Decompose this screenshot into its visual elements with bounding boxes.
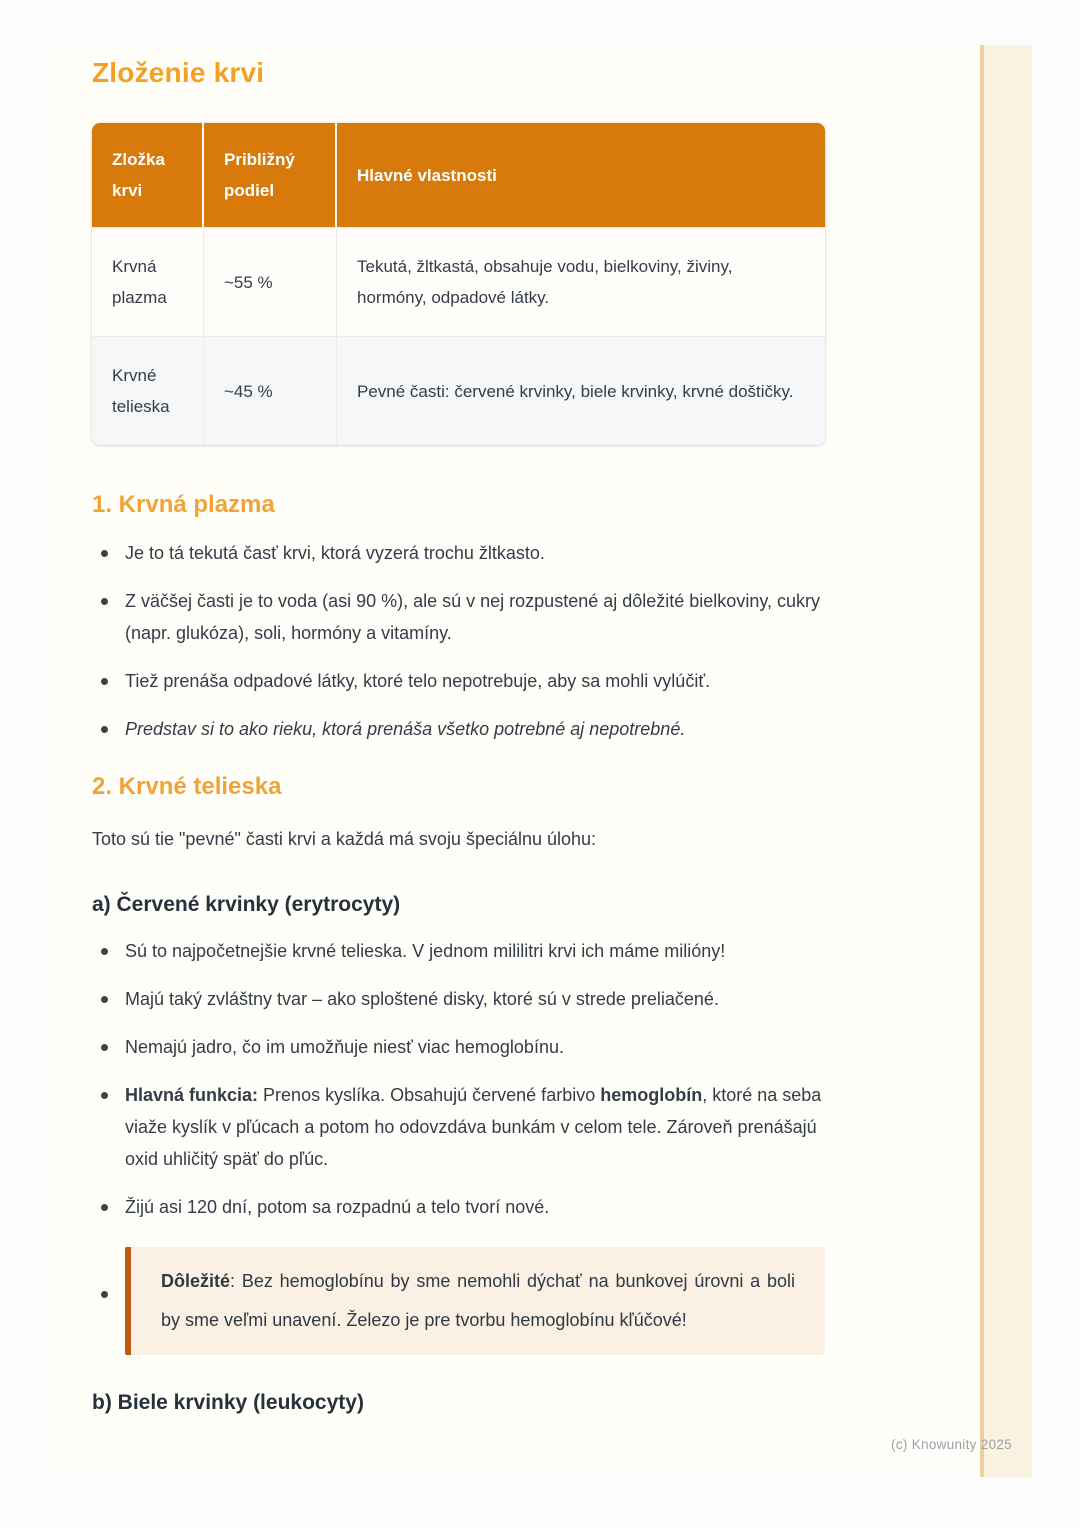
table-row: [92, 227, 825, 336]
table-header-zlozka-krvi: Zložka krvi: [92, 123, 204, 227]
watermark: (c) Knowunity 2025: [891, 1437, 1012, 1452]
table: [92, 123, 825, 445]
callout-body: : Bez hemoglobínu by sme nemohli dýchať na bunkovej úrovni a boli by sme veľmi unavení. Železo je pre tvorbu hemoglobínu kľúčové!: [161, 1271, 795, 1330]
list-item: Z väčšej časti je to voda (asi 90 %), ale sú v nej rozpustené aj dôležité bielkoviny, cukry (napr. glukóza), soli, hormóny a vitamíny.: [92, 585, 825, 649]
cell-zlozka: Krvné telieska: [92, 336, 204, 445]
callout-list-item: [92, 1247, 825, 1355]
list-item-bold-term: hemoglobín: [600, 1085, 703, 1105]
page-title: Zloženie krvi: [92, 57, 265, 88]
document-page: [48, 45, 1032, 1477]
list-item: Tiež prenáša odpadové látky, ktoré telo nepotrebuje, aby sa mohli vylúčiť.: [92, 665, 825, 697]
table-header-row: [92, 123, 825, 227]
section-1-heading: 1. Krvná plazma: [92, 491, 275, 518]
cell-vlastnosti: Pevné časti: červené krvinky, biele krvinky, krvné doštičky.: [337, 336, 825, 445]
subsection-a-bullet-list: [92, 935, 825, 1355]
list-item-italic: Predstav si to ako rieku, ktorá prenáša všetko potrebné aj nepotrebné.: [92, 713, 825, 745]
table-header-hlavne-vlastnosti: Hlavné vlastnosti: [337, 123, 825, 227]
callout-text: [161, 1262, 795, 1340]
list-item: [92, 1079, 825, 1175]
section-1-bullet-list: [92, 537, 825, 745]
subsection-b-heading: b) Biele krvinky (leukocyty): [92, 1391, 364, 1414]
callout-label: Dôležité: [161, 1271, 231, 1291]
list-item: Sú to najpočetnejšie krvné telieska. V jednom mililitri krvi ich máme milióny!: [92, 935, 825, 967]
cell-vlastnosti: Tekutá, žltkastá, obsahuje vodu, bielkoviny, živiny, hormóny, odpadové látky.: [337, 227, 825, 336]
table-header-priblizny-podiel: Približný podiel: [204, 123, 337, 227]
cell-podiel: ~55 %: [204, 227, 337, 336]
right-decorative-stripe: [980, 45, 1032, 1477]
cell-zlozka: Krvná plazma: [92, 227, 204, 336]
table-row: [92, 336, 825, 445]
cell-podiel: ~45 %: [204, 336, 337, 445]
list-item: Je to tá tekutá časť krvi, ktorá vyzerá trochu žltkasto.: [92, 537, 825, 569]
list-item: Nemajú jadro, čo im umožňuje niesť viac hemoglobínu.: [92, 1031, 825, 1063]
list-item-bold-lead: Hlavná funkcia:: [125, 1085, 259, 1105]
important-callout: [125, 1247, 825, 1355]
blood-composition-table: [92, 123, 825, 445]
section-2-heading: 2. Krvné telieska: [92, 773, 282, 800]
list-item-text: , ktoré na seba viaže kyslík v pľúcach a potom ho odovzdáva bunkám v celom tele. Zároveň prenášajú oxid uhličitý späť do pľúc.: [125, 1085, 822, 1169]
list-item: Majú taký zvláštny tvar – ako sploštené disky, ktoré sú v strede preliačené.: [92, 983, 825, 1015]
section-2-intro: Toto sú tie "pevné" časti krvi a každá má svoju špeciálnu úlohu:: [92, 829, 597, 849]
list-item-text: Prenos kyslíka. Obsahujú červené farbivo: [258, 1085, 601, 1105]
document-content: [48, 45, 825, 1415]
list-item: Žijú asi 120 dní, potom sa rozpadnú a telo tvorí nové.: [92, 1191, 825, 1223]
subsection-a-heading: a) Červené krvinky (erytrocyty): [92, 893, 401, 916]
